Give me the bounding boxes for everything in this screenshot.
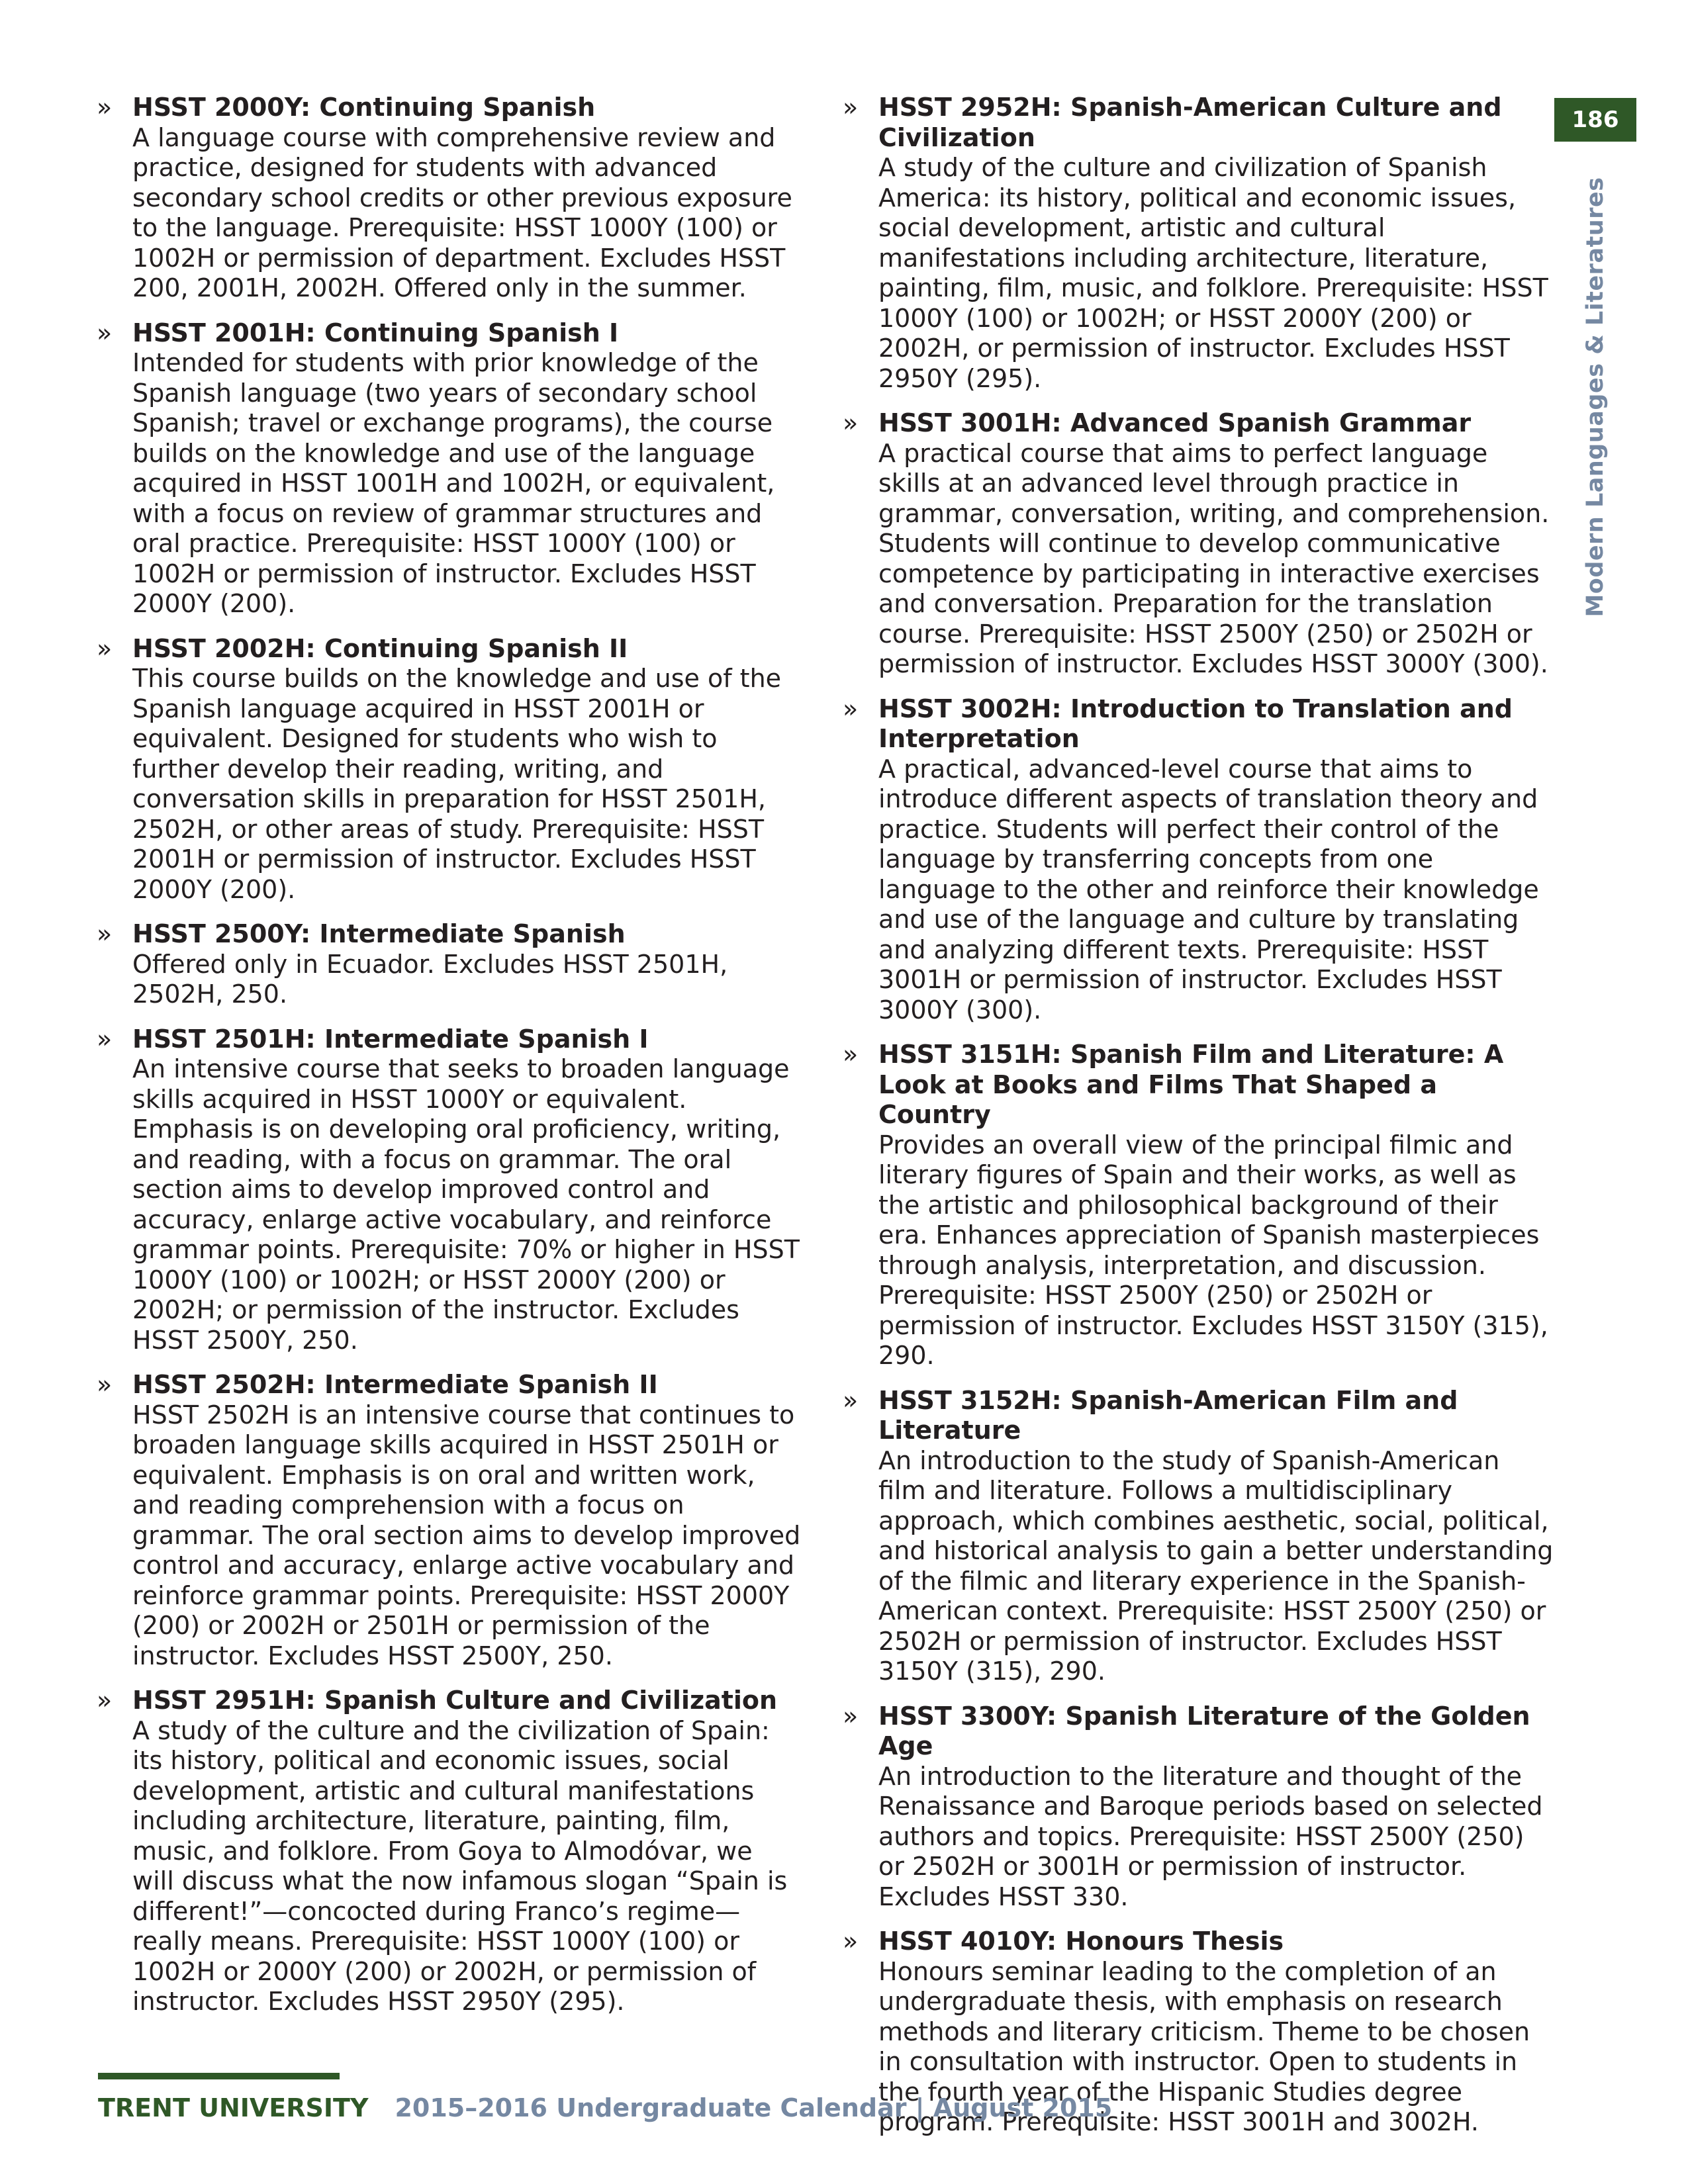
course-title: HSST 2502H: Intermediate Spanish II <box>132 1370 658 1399</box>
course-entry <box>93 634 801 905</box>
bullet-icon: » <box>843 694 859 723</box>
bullet-icon: » <box>97 1024 113 1054</box>
course-description: A practical, advanced-level course that aims to introduce different aspects of translation theory and practice. Students will perfect their control of the language by transferring concepts from one language to the other and reinforce their knowledge and use of the language and culture by translating and analyzing different texts. Prerequisite: HSST 3001H or permission of instructor. Excludes HSST 3000Y (300). <box>878 754 1539 1024</box>
course-title: HSST 2001H: Continuing Spanish I <box>132 318 619 347</box>
bullet-icon: » <box>97 1370 113 1399</box>
course-description: This course builds on the knowledge and use of the Spanish language acquired in HSST 2001H or equivalent. Designed for students who wish to further develop their reading, writing, and conversation skills in preparation for HSST 2501H, 2502H, or other areas of study. Prerequisite: HSST 2001H or permission of instructor. Excludes HSST 2000Y (200). <box>132 664 782 904</box>
bullet-icon: » <box>843 1385 859 1415</box>
bullet-icon: » <box>97 919 113 948</box>
course-description: An intensive course that seeks to broaden language skills acquired in HSST 1000Y or equivalent. Emphasis is on developing oral proficiency, writing, and reading, with a focus on grammar. The oral section aims to develop improved control and accuracy, enlarge active vocabulary, and reinforce grammar points. Prerequisite: 70% or higher in HSST 1000Y (100) or 1002H; or HSST 2000Y (200) or 2002H; or permission of the instructor. Excludes HSST 2500Y, 250. <box>132 1054 800 1355</box>
course-title: HSST 2000Y: Continuing Spanish <box>132 93 596 122</box>
course-entry <box>839 1040 1554 1371</box>
course-title: HSST 2002H: Continuing Spanish II <box>132 633 628 663</box>
bullet-icon: » <box>97 93 113 122</box>
course-title: HSST 2501H: Intermediate Spanish I <box>132 1024 649 1054</box>
page-number-badge: 186 <box>1554 98 1636 142</box>
course-entry <box>839 694 1554 1026</box>
course-entry <box>93 1370 801 1671</box>
course-entry <box>839 1386 1554 1687</box>
section-label: Modern Languages & Literatures <box>1582 177 1609 617</box>
course-title: HSST 3002H: Introduction to Translation and Interpretation <box>878 694 1513 753</box>
course-entry <box>839 408 1554 680</box>
course-description: A language course with comprehensive review and practice, designed for students with advanced secondary school credits or other previous exposure to the language. Prerequisite: HSST 1000Y (100) or 1002H or permission of department. Excludes HSST 200, 2001H, 2002H. Offered only in the summer. <box>132 122 792 302</box>
course-description: Offered only in Ecuador. Excludes HSST 2501H, 2502H, 250. <box>132 949 728 1009</box>
footer-calendar: 2015–2016 Undergraduate Calendar | August 2015 <box>395 2093 1113 2122</box>
left-column <box>93 93 801 2032</box>
bullet-icon: » <box>843 93 859 122</box>
course-title: HSST 2952H: Spanish-American Culture and Civilization <box>878 93 1502 152</box>
course-description: Intended for students with prior knowledge of the Spanish language (two years of secondary school Spanish; travel or exchange programs), the course builds on the knowledge and use of the language acquired in HSST 1001H and 1002H, or equivalent, with a focus on review of grammar structures and oral practice. Prerequisite: HSST 1000Y (100) or 1002H or permission of instructor. Excludes HSST 2000Y (200). <box>132 348 775 618</box>
course-entry <box>839 93 1554 394</box>
course-title: HSST 3001H: Advanced Spanish Grammar <box>878 408 1472 437</box>
bullet-icon: » <box>97 633 113 663</box>
course-entry <box>93 1686 801 2017</box>
bullet-icon: » <box>97 318 113 347</box>
right-column <box>839 93 1554 2152</box>
course-title: HSST 3152H: Spanish-American Film and Literature <box>878 1385 1458 1445</box>
course-title: HSST 2951H: Spanish Culture and Civilization <box>132 1686 778 1715</box>
course-entry <box>93 919 801 1010</box>
bullet-icon: » <box>843 1701 859 1731</box>
course-description: HSST 2502H is an intensive course that continues to broaden language skills acquired in HSST 2501H or equivalent. Emphasis is on oral and written work, and reading comprehension with a focus on grammar. The oral section aims to develop improved control and accuracy, enlarge active vocabulary and reinforce grammar points. Prerequisite: HSST 2000Y (200) or 2002H or 2501H or permission of the instructor. Excludes HSST 2500Y, 250. <box>132 1400 801 1670</box>
bullet-icon: » <box>843 1040 859 1069</box>
course-description: An introduction to the literature and thought of the Renaissance and Baroque periods based on selected authors and topics. Prerequisite: HSST 2500Y (250) or 2502H or 3001H or permission of instructor. Excludes HSST 330. <box>878 1761 1543 1911</box>
footer <box>98 2093 1112 2122</box>
bullet-icon: » <box>843 408 859 437</box>
footer-divider <box>98 2073 340 2079</box>
course-entry <box>93 93 801 304</box>
footer-university: TRENT UNIVERSITY <box>98 2093 369 2122</box>
course-description: Honours seminar leading to the completion of an undergraduate thesis, with emphasis on research methods and literary criticism. Theme to be chosen in consultation with instructor. Open to students in the fourth year of the Hispanic Studies degree program. Prerequisite: HSST 3001H and 3002H. <box>878 1956 1530 2136</box>
course-entry <box>93 318 801 619</box>
bullet-icon: » <box>843 1927 859 1956</box>
course-description: A practical course that aims to perfect language skills at an advanced level through practice in grammar, conversation, writing, and comprehension. Students will continue to develop communicative competence by participating in interactive exercises and conversation. Preparation for the translation course. Prerequisite: HSST 2500Y (250) or 2502H or permission of instructor. Excludes HSST 3000Y (300). <box>878 438 1550 678</box>
course-description: Provides an overall view of the principal filmic and literary figures of Spain and their works, as well as the artistic and philosophical background of their era. Enhances appreciation of Spanish masterpieces through analysis, interpretation, and discussion. Prerequisite: HSST 2500Y (250) or 2502H or permission of instructor. Excludes HSST 3150Y (315), 290. <box>878 1130 1548 1370</box>
course-title: HSST 3151H: Spanish Film and Literature: A Look at Books and Films That Shaped a Country <box>878 1040 1504 1129</box>
course-title: HSST 2500Y: Intermediate Spanish <box>132 919 626 948</box>
bullet-icon: » <box>97 1686 113 1715</box>
course-description: A study of the culture and the civilization of Spain: its history, political and economic issues, social development, artistic and cultural manifestations including architecture, literature, painting, film, music, and folklore. From Goya to Almodóvar, we will discuss what the now infamous slogan “Spain is different!”—concocted during Franco’s regime—really means. Prerequisite: HSST 1000Y (100) or 1002H or 2000Y (200) or 2002H, or permission of instructor. Excludes HSST 2950Y (295). <box>132 1715 788 2016</box>
course-title: HSST 3300Y: Spanish Literature of the Golden Age <box>878 1701 1530 1760</box>
course-description: A study of the culture and civilization of Spanish America: its history, political and economic issues, social development, artistic and cultural manifestations including architecture, literature, painting, film, music, and folklore. Prerequisite: HSST 1000Y (100) or 1002H; or HSST 2000Y (200) or 2002H, or permission of instructor. Excludes HSST 2950Y (295). <box>878 153 1548 393</box>
course-entry <box>839 1702 1554 1913</box>
course-description: An introduction to the study of Spanish-American film and literature. Follows a multidisciplinary approach, which combines aesthetic, social, political, and historical analysis to gain a better understanding of the filmic and literary experience in the Spanish-American context. Prerequisite: HSST 2500Y (250) or 2502H or permission of instructor. Excludes HSST 3150Y (315), 290. <box>878 1445 1554 1686</box>
course-entry <box>93 1024 801 1356</box>
course-title: HSST 4010Y: Honours Thesis <box>878 1927 1284 1956</box>
